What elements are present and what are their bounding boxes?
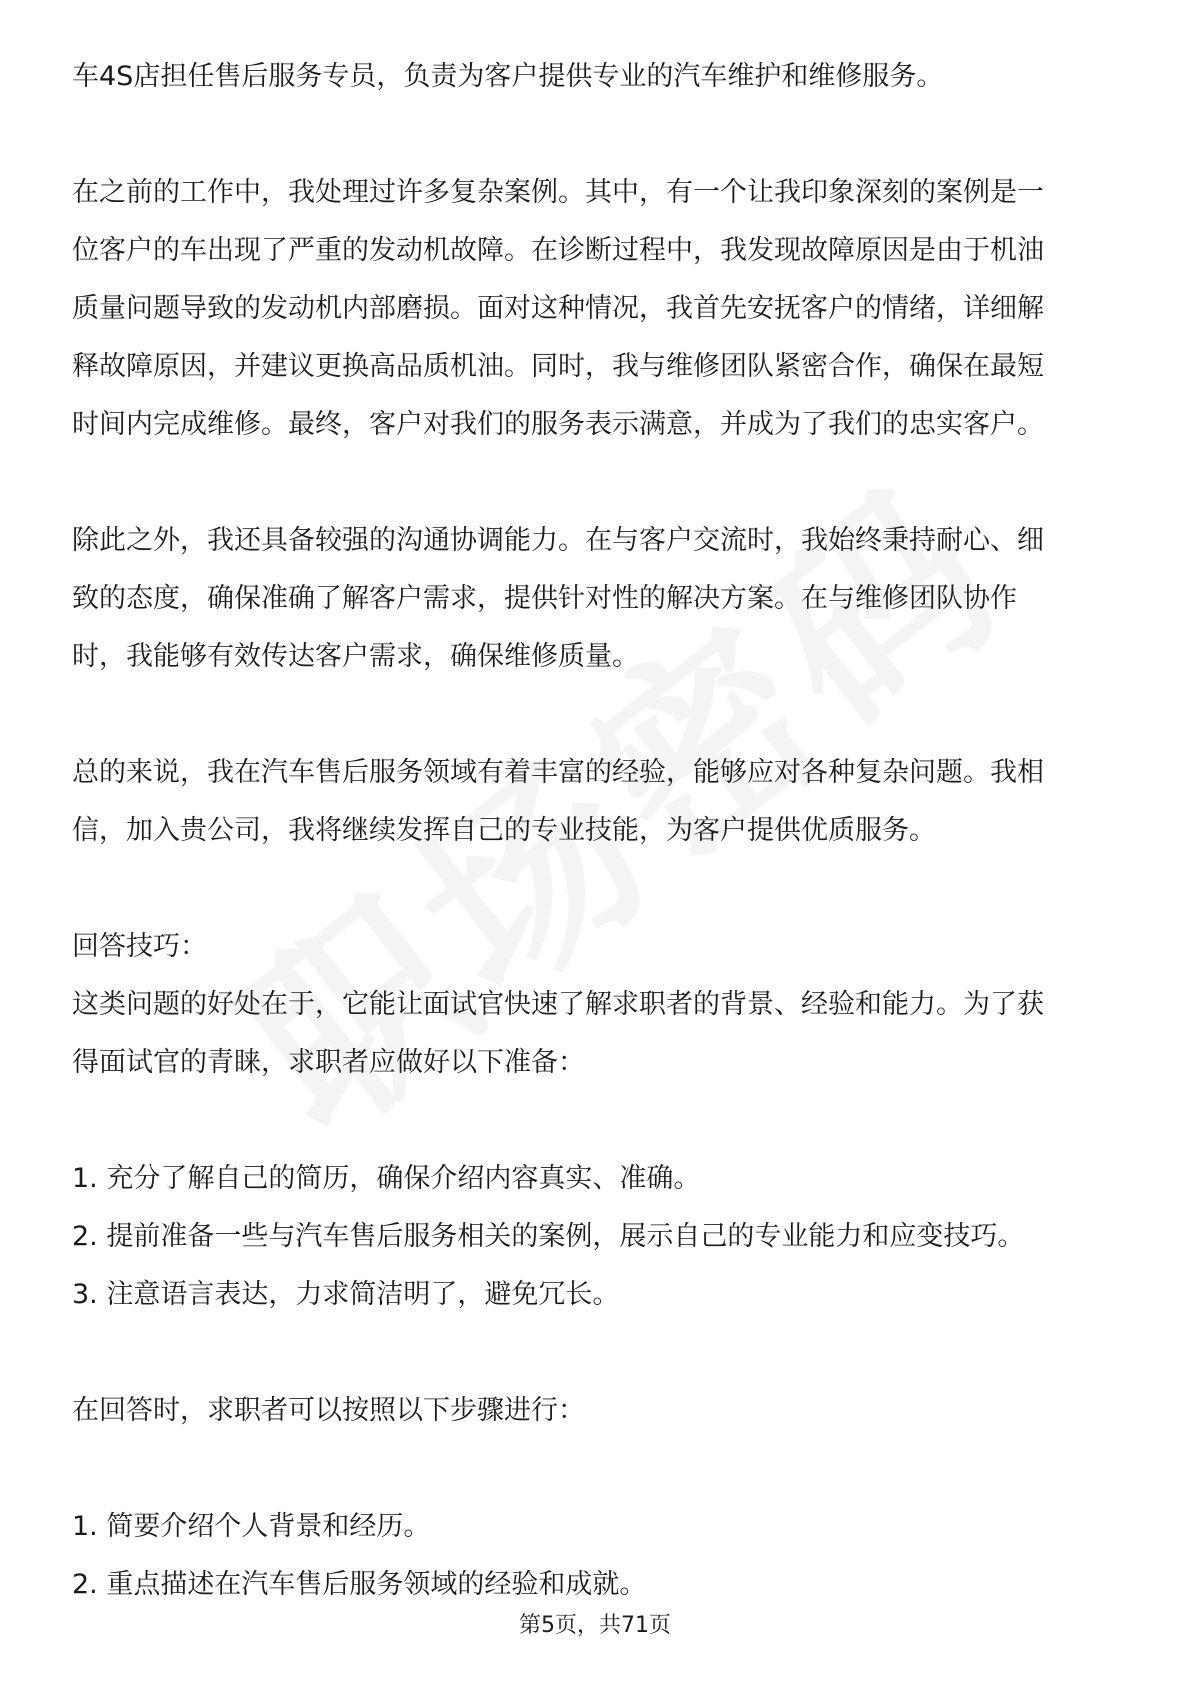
page-number: 第5页，共71页	[519, 1613, 671, 1638]
text-line: 在之前的工作中，我处理过许多复杂案例。其中，有一个让我印象深刻的案例是一	[72, 177, 1044, 208]
text-line: 质量问题导致的发动机内部磨损。面对这种情况，我首先安抚客户的情绪，详细解	[72, 293, 1044, 324]
numbered-list	[72, 1150, 1122, 1324]
document-body	[72, 48, 1122, 1614]
numbered-list	[72, 1498, 1122, 1614]
text-line: 车4S店担任售后服务专员，负责为客户提供专业的汽车维护和维修服务。	[72, 61, 944, 92]
text-line: 致的态度，确保准确了解客户需求，提供针对性的解决方案。在与维修团队协作	[72, 583, 1017, 614]
text-line: 得面试官的青睐，求职者应做好以下准备：	[72, 1047, 585, 1078]
paragraph	[72, 164, 1122, 454]
text-line: 时间内完成维修。最终，客户对我们的服务表示满意，并成为了我们的忠实客户。	[72, 409, 1044, 440]
text-line: 总的来说，我在汽车售后服务领域有着丰富的经验，能够应对各种复杂问题。我相	[72, 757, 1044, 788]
section-heading: 回答技巧：	[72, 931, 207, 962]
list-item: 1. 充分了解自己的简历，确保介绍内容真实、准确。	[72, 1163, 701, 1194]
text-line: 时，我能够有效传达客户需求，确保维修质量。	[72, 641, 639, 672]
list-item: 3. 注意语言表达，力求简洁明了，避免冗长。	[72, 1279, 620, 1310]
text-line: 信，加入贵公司，我将继续发挥自己的专业技能，为客户提供优质服务。	[72, 815, 936, 846]
text-line: 位客户的车出现了严重的发动机故障。在诊断过程中，我发现故障原因是由于机油	[72, 235, 1044, 266]
list-item: 1. 简要介绍个人背景和经历。	[72, 1511, 431, 1542]
paragraph	[72, 48, 1122, 106]
paragraph	[72, 1382, 1122, 1440]
text-line: 释故障原因，并建议更换高品质机油。同时，我与维修团队紧密合作，确保在最短	[72, 351, 1044, 382]
paragraph	[72, 744, 1122, 860]
paragraph	[72, 918, 1122, 1092]
text-line: 这类问题的好处在于，它能让面试官快速了解求职者的背景、经验和能力。为了获	[72, 989, 1044, 1020]
paragraph	[72, 512, 1122, 686]
text-line: 除此之外，我还具备较强的沟通协调能力。在与客户交流时，我始终秉持耐心、细	[72, 525, 1044, 556]
list-item: 2. 重点描述在汽车售后服务领域的经验和成就。	[72, 1569, 647, 1600]
text-line: 在回答时，求职者可以按照以下步骤进行：	[72, 1395, 585, 1426]
list-item: 2. 提前准备一些与汽车售后服务相关的案例，展示自己的专业能力和应变技巧。	[72, 1221, 1025, 1252]
